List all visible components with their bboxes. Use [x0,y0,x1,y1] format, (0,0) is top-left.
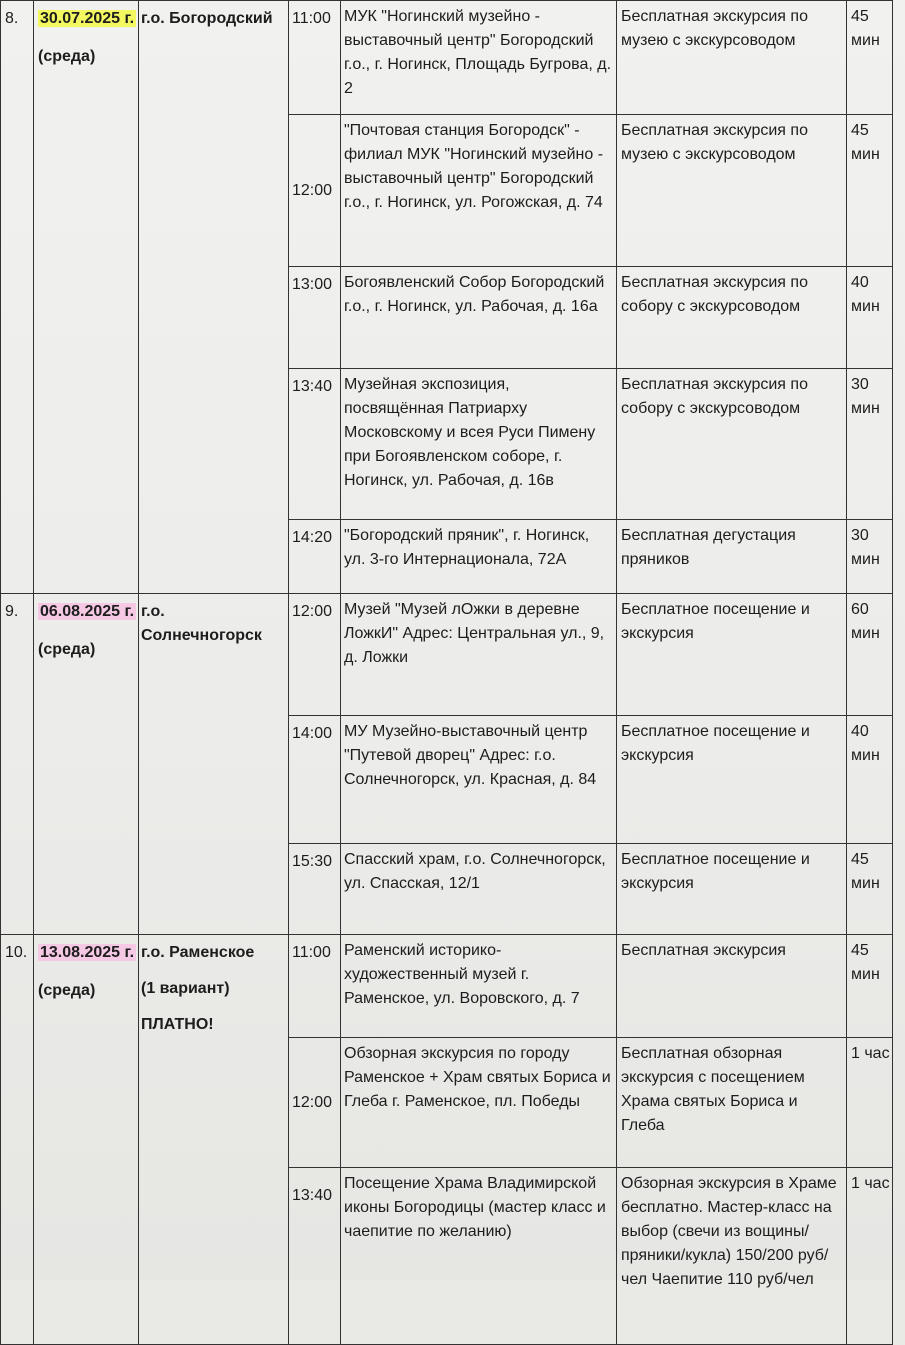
event-duration: 45 мин [847,935,893,1038]
event-description: Бесплатная экскурсия по собору с экскурсоводом [617,267,847,369]
row-number: 9. [1,594,34,935]
event-duration: 40 мин [847,716,893,844]
event-time: 13:40 [289,369,341,520]
event-place: "Богородский пряник", г. Ногинск, ул. 3-го Интернационала, 72А [341,520,617,594]
weekday: (среда) [38,982,96,999]
weekday: (среда) [38,48,96,65]
event-time: 12:00 [289,1038,341,1168]
event-duration: 1 час [847,1038,893,1168]
event-duration: 30 мин [847,520,893,594]
district-name: г.о. Солнечногорск [141,603,262,644]
event-time: 12:00 [289,594,341,716]
event-place: Музей "Музей лОжки в деревне ЛожкИ" Адрес: Центральная ул., 9, д. Ложки [341,594,617,716]
event-duration: 45 мин [847,1,893,115]
event-description: Бесплатное посещение и экскурсия [617,716,847,844]
event-time: 12:00 [289,115,341,267]
event-time: 13:40 [289,1168,341,1345]
weekday: (среда) [38,641,96,658]
event-duration: 45 мин [847,844,893,935]
event-duration: 40 мин [847,267,893,369]
event-description: Бесплатное посещение и экскурсия [617,844,847,935]
event-place: Обзорная экскурсия по городу Раменское + Храм святых Бориса и Глеба г. Раменское, пл. Победы [341,1038,617,1168]
date-cell [34,594,139,935]
table-row [1,935,893,1038]
event-time: 11:00 [289,1,341,115]
district-cell [139,1,289,594]
event-time: 14:20 [289,520,341,594]
date-cell [34,935,139,1345]
row-number: 8. [1,1,34,594]
district-variant: (1 вариант) [141,980,230,997]
event-description: Бесплатная экскурсия [617,935,847,1038]
event-place: МУК "Ногинский музейно - выставочный центр" Богородский г.о., г. Ногинск, Площадь Бугрова, д. 2 [341,1,617,115]
row-number: 10. [1,935,34,1345]
district-name: г.о. Раменское [141,944,255,961]
event-place: Спасский храм, г.о. Солнечногорск, ул. Спасская, 12/1 [341,844,617,935]
event-time: 13:00 [289,267,341,369]
event-place: Раменский историко-художественный музей г. Раменское, ул. Воровского, д. 7 [341,935,617,1038]
event-time: 14:00 [289,716,341,844]
event-place: Посещение Храма Владимирской иконы Богородицы (мастер класс и чаепитие по желанию) [341,1168,617,1345]
date-cell [34,1,139,594]
event-time: 15:30 [289,844,341,935]
date-highlighted: 30.07.2025 г. [40,10,135,27]
table-row [1,1,893,115]
table-row [1,594,893,716]
paid-notice: ПЛАТНО! [141,1016,214,1033]
event-duration: 1 час [847,1168,893,1345]
event-description: Бесплатная дегустация пряников [617,520,847,594]
event-place: "Почтовая станция Богородск" - филиал МУК "Ногинский музейно - выставочный центр" Богородский г.о., г. Ногинск, ул. Рогожская, д. 74 [341,115,617,267]
event-description: Бесплатное посещение и экскурсия [617,594,847,716]
event-duration: 60 мин [847,594,893,716]
event-description: Обзорная экскурсия в Храме бесплатно. Мастер-класс на выбор (свечи из вощины/пряники/кукла) 150/200 руб/чел Чаепитие 110 руб/чел [617,1168,847,1345]
date-highlighted: 13.08.2025 г. [40,944,135,961]
date-highlighted: 06.08.2025 г. [40,603,135,620]
event-time: 11:00 [289,935,341,1038]
event-description: Бесплатная экскурсия по собору с экскурсоводом [617,369,847,520]
district-cell [139,935,289,1345]
event-description: Бесплатная экскурсия по музею с экскурсоводом [617,115,847,267]
event-place: Богоявленский Собор Богородский г.о., г. Ногинск, ул. Рабочая, д. 16а [341,267,617,369]
district-cell [139,594,289,935]
event-duration: 45 мин [847,115,893,267]
event-description: Бесплатная обзорная экскурсия с посещением Храма святых Бориса и Глеба [617,1038,847,1168]
event-place: МУ Музейно-выставочный центр "Путевой дворец" Адрес: г.о. Солнечногорск, ул. Красная, д. 84 [341,716,617,844]
event-place: Музейная экспозиция, посвящённая Патриарху Московскому и всея Руси Пимену при Богоявленском соборе, г. Ногинск, ул. Рабочая, д. 16в [341,369,617,520]
event-duration: 30 мин [847,369,893,520]
district-name: г.о. Богородский [141,10,273,27]
event-description: Бесплатная экскурсия по музею с экскурсоводом [617,1,847,115]
